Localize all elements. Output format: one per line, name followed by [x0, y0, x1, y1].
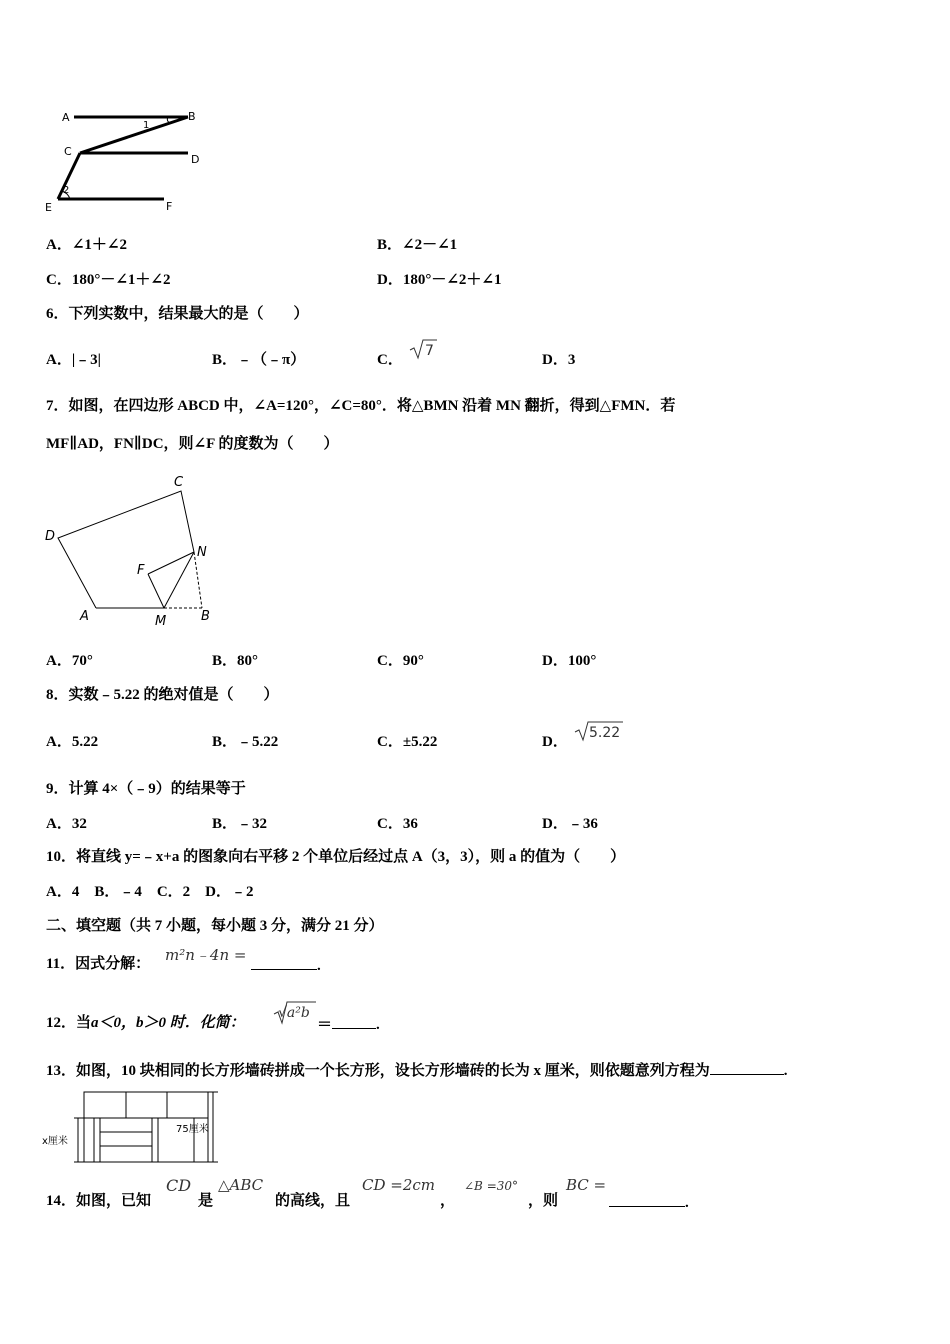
q12-equals: ＝: [317, 1017, 333, 1033]
q8-sqrt-symbol: [573, 720, 625, 742]
q5-figure: [40, 105, 210, 220]
q10-stem: 10．将直线 y=﹣x+a 的图象向右平移 2 个单位后经过点 A（3，3），则 a 的值为（ ）: [46, 849, 626, 865]
line-FN: [148, 552, 194, 574]
q11-prefix: 11．因式分解：: [46, 956, 151, 972]
q8-option-d: D．: [542, 734, 568, 750]
line-FM: [148, 574, 164, 608]
q7-option-c: C．90°: [377, 653, 424, 669]
q7-option-d: D．100°: [542, 653, 597, 669]
q5-option-d: D．180°－∠2＋∠1: [377, 272, 502, 288]
q12-prefix: [46, 1014, 245, 1032]
q11-expression: m²n﹣4n =: [165, 946, 247, 964]
q12-period: .: [376, 1017, 380, 1033]
q9-option-a: A．32: [46, 816, 87, 832]
q8-option-b: B．﹣5.22: [212, 734, 279, 750]
label-D: D: [45, 529, 56, 544]
q6-option-d: D．3: [542, 352, 576, 368]
q7-figure: [40, 470, 230, 630]
q6-stem: 6．下列实数中，结果最大的是（ ）: [46, 306, 309, 322]
line-MN: [164, 552, 194, 608]
q14-period: .: [685, 1195, 689, 1211]
q13-stem-text: 13．如图，10 块相同的长方形墙砖拼成一个长方形，设长方形墙砖的长为 x 厘米，则依题意列方程为: [46, 1063, 710, 1079]
q8-stem: 8．实数﹣5.22 的绝对值是（ ）: [46, 687, 279, 703]
q14-angle: ∠B =30°: [464, 1179, 519, 1193]
label-E: E: [45, 201, 52, 214]
line-NB-dashed: [194, 552, 202, 608]
label-F: F: [166, 200, 173, 213]
q7-option-a: A．70°: [46, 653, 93, 669]
q12-prefix-text: 12．当: [46, 1015, 92, 1031]
q13-stem: [46, 1060, 788, 1080]
q14-cd-value: CD =2cm: [362, 1176, 436, 1194]
q8-sqrt-radicand: 5.22: [589, 725, 621, 741]
q6-option-b: B．﹣（﹣π）: [212, 352, 306, 368]
q14-gao: 的高线，且: [275, 1193, 351, 1209]
label-C: C: [64, 145, 72, 158]
q9-option-c: C．36: [377, 816, 418, 832]
angle-2-label: 2: [63, 185, 70, 196]
label-x-cm: x厘米: [42, 1136, 68, 1147]
label-A: A: [62, 111, 70, 124]
angle-1-label: 1: [143, 120, 150, 131]
label-A: A: [80, 609, 89, 624]
q9-stem: 9．计算 4×（﹣9）的结果等于: [46, 781, 246, 797]
q14-answer-line: [609, 1192, 689, 1212]
q6-sqrt-radicand: 7: [425, 343, 434, 359]
q6-option-c: C．: [377, 352, 403, 368]
q12-condition: a＜0，b＞0 时．化简：: [91, 1015, 245, 1031]
q9-option-b: B．﹣32: [212, 816, 268, 832]
q12-answer-line: [317, 1014, 380, 1034]
q14-shi: 是: [198, 1193, 214, 1209]
label-F: F: [137, 563, 145, 578]
q5-option-a: A．∠1＋∠2: [46, 237, 127, 253]
q14-cd: CD: [166, 1176, 192, 1195]
q7-option-b: B．80°: [212, 653, 259, 669]
q14-comma1: ，: [440, 1193, 456, 1209]
q10-options: A．4 B．﹣4 C．2 D．﹣2: [46, 884, 254, 900]
q6-option-a: A．|﹣3|: [46, 352, 101, 368]
label-C: C: [174, 475, 184, 490]
q13-figure: [42, 1088, 227, 1168]
q5-option-b: B．∠2－∠1: [377, 237, 458, 253]
label-B: B: [201, 609, 210, 624]
label-B: B: [188, 110, 196, 123]
q14-comma2: ，则: [528, 1193, 559, 1209]
q7-stem-line2: MF∥AD，FN∥DC，则∠F 的度数为（ ）: [46, 436, 339, 452]
q6-sqrt-symbol: [408, 338, 438, 360]
q13-period: .: [783, 1063, 788, 1079]
q11-period: .: [317, 958, 321, 974]
q8-option-a: A．5.22: [46, 734, 99, 750]
q8-option-c: C．±5.22: [377, 734, 438, 750]
q14-triangle: △ABC: [218, 1176, 264, 1194]
label-75-cm: 75厘米: [176, 1124, 209, 1135]
section-2-heading: 二、填空题（共 7 小题，每小题 3 分，满分 21 分）: [46, 918, 384, 934]
q11-answer-line: [251, 955, 321, 975]
q7-stem-line1: 7．如图，在四边形 ABCD 中，∠A=120°，∠C=80°．将△BMN 沿着 MN 翻折，得到△FMN．若: [46, 398, 676, 414]
q14-bc: BC =: [566, 1176, 607, 1194]
q9-option-d: D．﹣36: [542, 816, 598, 832]
label-M: M: [155, 614, 167, 629]
line-CB: [80, 117, 188, 153]
q5-option-c: C．180°－∠1＋∠2: [46, 272, 171, 288]
label-N: N: [197, 545, 207, 560]
q14-prefix: 14．如图，已知: [46, 1193, 152, 1209]
label-D: D: [191, 153, 200, 166]
q12-radicand: √a²b: [278, 1005, 310, 1021]
